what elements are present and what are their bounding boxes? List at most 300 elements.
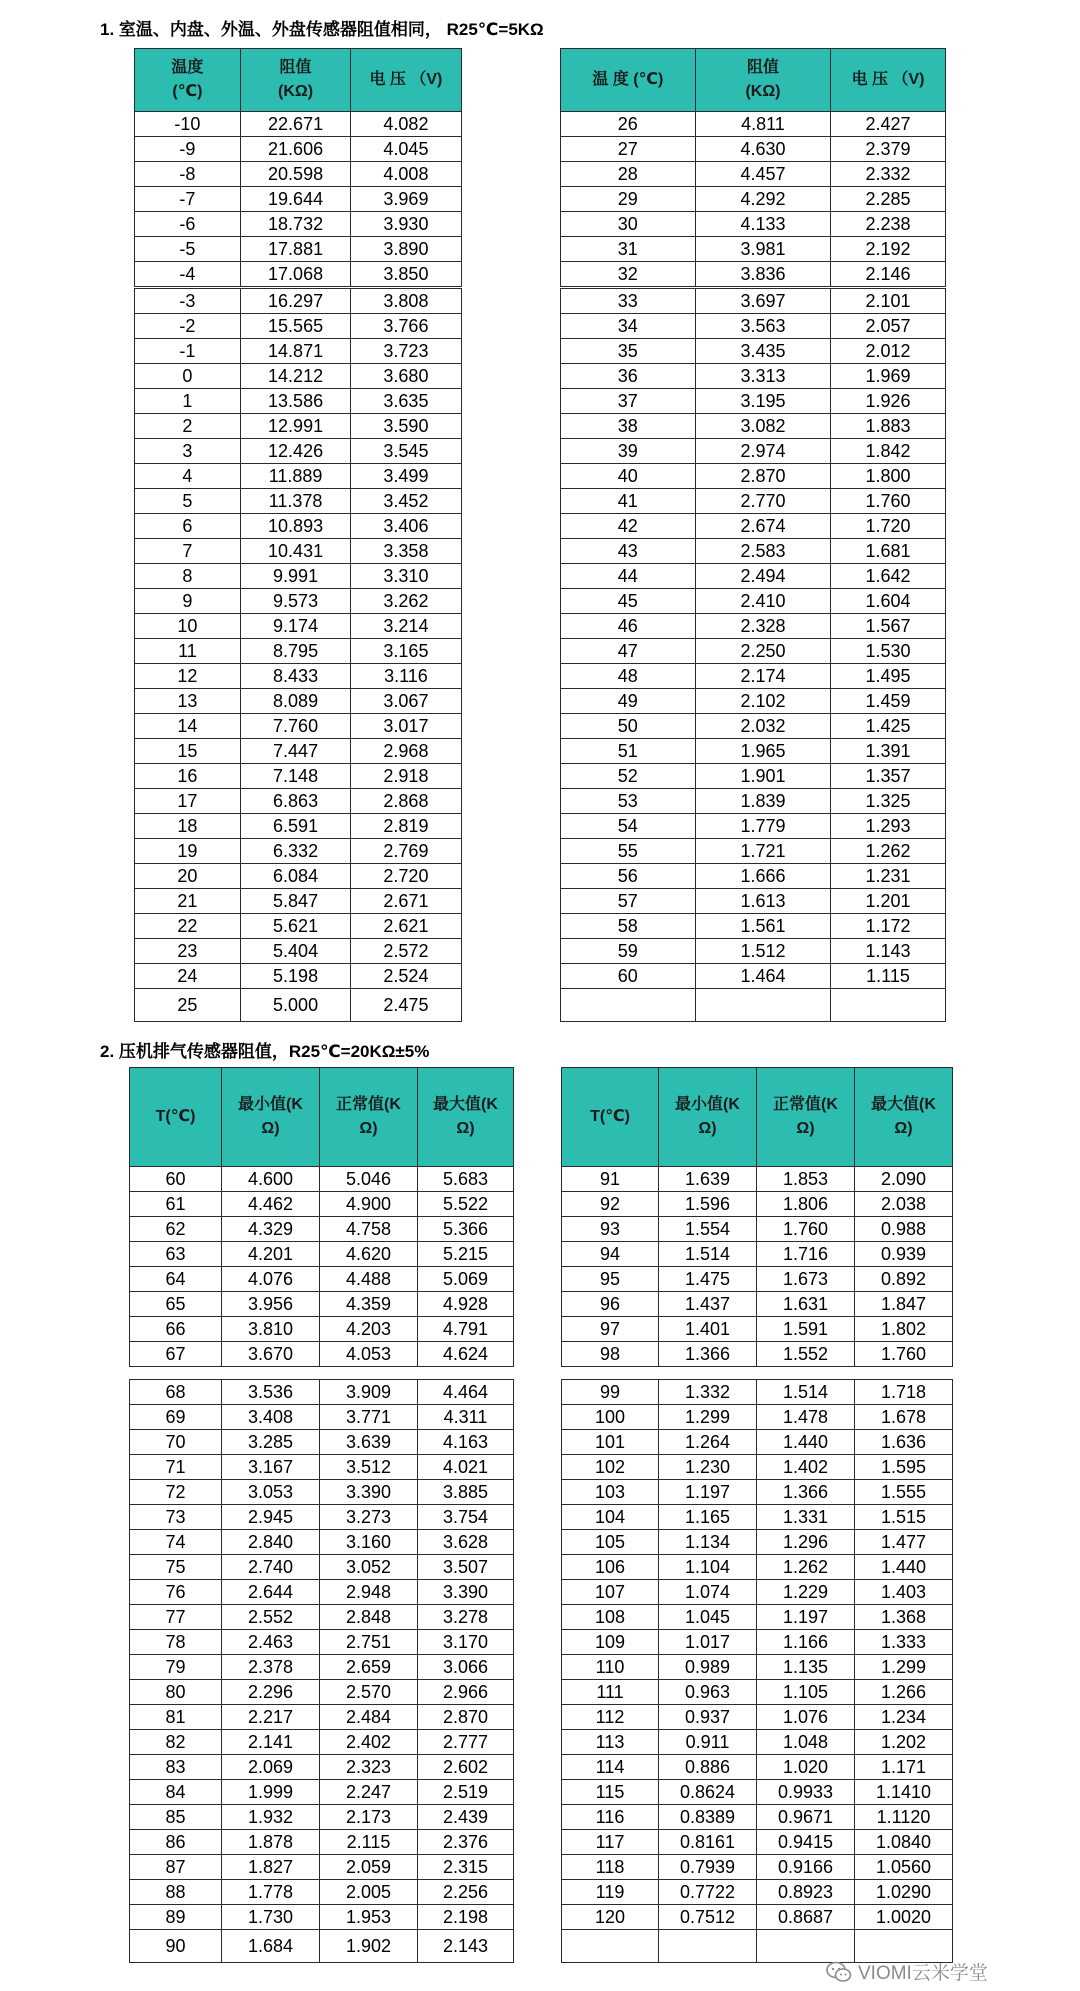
table-cell: 2.174 bbox=[695, 664, 830, 689]
table-cell: 1.666 bbox=[695, 864, 830, 889]
table-cell: 67 bbox=[130, 1342, 222, 1367]
table-cell: 104 bbox=[562, 1505, 659, 1530]
table-row bbox=[135, 564, 946, 589]
table-cell: 2.410 bbox=[695, 589, 830, 614]
table-cell: 12.426 bbox=[240, 439, 350, 464]
table-cell: 93 bbox=[562, 1217, 659, 1242]
table-row bbox=[130, 1630, 953, 1655]
table-cell: 2.005 bbox=[320, 1880, 418, 1905]
table-cell: 1.104 bbox=[659, 1555, 757, 1580]
table-row bbox=[135, 714, 946, 739]
table-row bbox=[130, 1380, 953, 1405]
table-cell: 0.9166 bbox=[757, 1855, 855, 1880]
table-cell: 1.459 bbox=[831, 689, 946, 714]
table-cell: 0.8161 bbox=[659, 1830, 757, 1855]
table-cell: 82 bbox=[130, 1730, 222, 1755]
table-cell: 102 bbox=[562, 1455, 659, 1480]
table-row bbox=[135, 414, 946, 439]
table-cell: 0.7512 bbox=[659, 1905, 757, 1930]
table-cell: 62 bbox=[130, 1217, 222, 1242]
table-cell: 14.212 bbox=[240, 364, 350, 389]
table-cell: 2.974 bbox=[695, 439, 830, 464]
section1-title: 1. 室温、内盘、外温、外盘传感器阻值相同， R25℃=5KΩ bbox=[100, 20, 544, 39]
gap-cell bbox=[461, 639, 560, 664]
table-cell: 3.214 bbox=[351, 614, 461, 639]
table-cell: 22 bbox=[135, 914, 241, 939]
table-cell: 1.262 bbox=[757, 1555, 855, 1580]
table-cell: 1.197 bbox=[757, 1605, 855, 1630]
table-cell: 1.926 bbox=[831, 389, 946, 414]
table-row bbox=[135, 814, 946, 839]
table-cell: 1.554 bbox=[659, 1217, 757, 1242]
table-cell: 40 bbox=[560, 464, 695, 489]
gap-cell bbox=[514, 1780, 562, 1805]
table-cell: 0.9671 bbox=[757, 1805, 855, 1830]
table-cell: 10.893 bbox=[240, 514, 350, 539]
gap-cell bbox=[461, 689, 560, 714]
table-cell: 4.045 bbox=[351, 137, 461, 162]
table-cell: 49 bbox=[560, 689, 695, 714]
table-cell: 1.333 bbox=[855, 1630, 953, 1655]
table-row bbox=[135, 864, 946, 889]
table-row bbox=[130, 1342, 953, 1367]
table-cell: 2.475 bbox=[351, 989, 461, 1022]
table-row bbox=[135, 187, 946, 212]
column-header: T(℃) bbox=[130, 1068, 222, 1167]
table-cell: 1.839 bbox=[695, 789, 830, 814]
table-cell: 3.390 bbox=[418, 1580, 514, 1605]
table-cell: 8.433 bbox=[240, 664, 350, 689]
gap-cell bbox=[461, 162, 560, 187]
table-cell: 34 bbox=[560, 314, 695, 339]
table-cell: 1.760 bbox=[757, 1217, 855, 1242]
table-cell: 47 bbox=[560, 639, 695, 664]
gap-cell bbox=[461, 664, 560, 689]
table-cell: 1.779 bbox=[695, 814, 830, 839]
table-cell: 2.102 bbox=[695, 689, 830, 714]
table-cell: 16 bbox=[135, 764, 241, 789]
table-cell: 5.847 bbox=[240, 889, 350, 914]
gap-cell bbox=[514, 1068, 562, 1167]
table-row bbox=[135, 589, 946, 614]
table-cell: 3.017 bbox=[351, 714, 461, 739]
table-cell: 109 bbox=[562, 1630, 659, 1655]
column-header: 最大值(K Ω) bbox=[418, 1068, 514, 1167]
table-cell: 3.563 bbox=[695, 314, 830, 339]
table-cell: 3.754 bbox=[418, 1505, 514, 1530]
table-cell: 1.853 bbox=[757, 1167, 855, 1192]
gap-cell bbox=[514, 1705, 562, 1730]
gap-cell bbox=[461, 839, 560, 864]
gap-cell bbox=[461, 212, 560, 237]
table-cell: 1.357 bbox=[831, 764, 946, 789]
table-cell: 99 bbox=[562, 1380, 659, 1405]
table-cell: -3 bbox=[135, 289, 241, 314]
table-cell: 87 bbox=[130, 1855, 222, 1880]
table-cell: 114 bbox=[562, 1755, 659, 1780]
table-cell: 0.8624 bbox=[659, 1780, 757, 1805]
table-cell: 105 bbox=[562, 1530, 659, 1555]
table-cell: 1.366 bbox=[659, 1342, 757, 1367]
table-cell: 5.198 bbox=[240, 964, 350, 989]
table-cell: 1.613 bbox=[695, 889, 830, 914]
table-cell: 2.376 bbox=[418, 1830, 514, 1855]
gap-cell bbox=[514, 1580, 562, 1605]
table-cell: 20 bbox=[135, 864, 241, 889]
table-cell: 32 bbox=[560, 262, 695, 287]
table-cell: -7 bbox=[135, 187, 241, 212]
table-cell: 14.871 bbox=[240, 339, 350, 364]
gap-cell bbox=[514, 1755, 562, 1780]
table-cell: 1.595 bbox=[855, 1455, 953, 1480]
table-cell: 3.052 bbox=[320, 1555, 418, 1580]
table-cell: 60 bbox=[560, 964, 695, 989]
gap-cell bbox=[461, 864, 560, 889]
table-cell: 5.069 bbox=[418, 1267, 514, 1292]
table-row bbox=[130, 1455, 953, 1480]
table-row bbox=[135, 339, 946, 364]
table-cell: 66 bbox=[130, 1317, 222, 1342]
gap-cell bbox=[514, 1880, 562, 1905]
table-cell: 1.076 bbox=[757, 1705, 855, 1730]
table-row bbox=[130, 1505, 953, 1530]
table-cell: 2.247 bbox=[320, 1780, 418, 1805]
table-cell: 1.105 bbox=[757, 1680, 855, 1705]
table-cell: 1.716 bbox=[757, 1242, 855, 1267]
table-cell: 1.514 bbox=[757, 1380, 855, 1405]
table-row bbox=[135, 439, 946, 464]
table-cell: 2.848 bbox=[320, 1605, 418, 1630]
table-cell: 1.172 bbox=[831, 914, 946, 939]
table-cell: 1.134 bbox=[659, 1530, 757, 1555]
table-cell: 56 bbox=[560, 864, 695, 889]
table-cell: 3.285 bbox=[222, 1430, 320, 1455]
table-row bbox=[135, 262, 946, 287]
gap-cell bbox=[461, 514, 560, 539]
table-cell: 1.932 bbox=[222, 1805, 320, 1830]
table-cell: 0.886 bbox=[659, 1755, 757, 1780]
table-cell: 6.084 bbox=[240, 864, 350, 889]
table-cell: 1.512 bbox=[695, 939, 830, 964]
table-row bbox=[130, 1317, 953, 1342]
table-cell: 20.598 bbox=[240, 162, 350, 187]
table-cell bbox=[560, 989, 695, 1022]
table-cell: 3 bbox=[135, 439, 241, 464]
table-cell: 4.329 bbox=[222, 1217, 320, 1242]
table-cell: 1.678 bbox=[855, 1405, 953, 1430]
table-cell: 9.573 bbox=[240, 589, 350, 614]
table-row bbox=[135, 289, 946, 314]
table-cell: 94 bbox=[562, 1242, 659, 1267]
table-cell: 4.900 bbox=[320, 1192, 418, 1217]
table-cell: 1.231 bbox=[831, 864, 946, 889]
gap-cell bbox=[461, 187, 560, 212]
table-cell: 6.863 bbox=[240, 789, 350, 814]
table-cell: 18.732 bbox=[240, 212, 350, 237]
table-cell: 2.570 bbox=[320, 1680, 418, 1705]
table-cell: 7.148 bbox=[240, 764, 350, 789]
table-cell: 1.020 bbox=[757, 1755, 855, 1780]
table-cell: 1.115 bbox=[831, 964, 946, 989]
table-cell: 90 bbox=[130, 1930, 222, 1963]
gap-cell bbox=[514, 1342, 562, 1367]
table-cell: 74 bbox=[130, 1530, 222, 1555]
table-cell: 2.332 bbox=[831, 162, 946, 187]
table-cell: 2.296 bbox=[222, 1680, 320, 1705]
table-cell: 53 bbox=[560, 789, 695, 814]
table-row bbox=[130, 1480, 953, 1505]
table-cell: 70 bbox=[130, 1430, 222, 1455]
table-cell: 1.045 bbox=[659, 1605, 757, 1630]
table-cell: 64 bbox=[130, 1267, 222, 1292]
table-cell: 3.165 bbox=[351, 639, 461, 664]
table-cell: 4.630 bbox=[695, 137, 830, 162]
table-cell: 1.800 bbox=[831, 464, 946, 489]
table-cell: 2.572 bbox=[351, 939, 461, 964]
gap-cell bbox=[461, 112, 560, 137]
table-cell: 96 bbox=[562, 1292, 659, 1317]
table-cell: 1.681 bbox=[831, 539, 946, 564]
table-cell: 0.9933 bbox=[757, 1780, 855, 1805]
column-header: 温度 (℃) bbox=[135, 49, 241, 112]
table-cell: 1.425 bbox=[831, 714, 946, 739]
table-cell: 97 bbox=[562, 1317, 659, 1342]
table-cell: 113 bbox=[562, 1730, 659, 1755]
table-cell: 4.457 bbox=[695, 162, 830, 187]
table-row bbox=[130, 1905, 953, 1930]
table-cell: 3.639 bbox=[320, 1430, 418, 1455]
table-cell: 4.758 bbox=[320, 1217, 418, 1242]
table-cell: 103 bbox=[562, 1480, 659, 1505]
table-cell: 3.635 bbox=[351, 389, 461, 414]
table-cell: 91 bbox=[562, 1167, 659, 1192]
table-cell: 4.488 bbox=[320, 1267, 418, 1292]
table-cell: 3.053 bbox=[222, 1480, 320, 1505]
table-cell: 79 bbox=[130, 1655, 222, 1680]
table-cell: -10 bbox=[135, 112, 241, 137]
gap-cell bbox=[461, 464, 560, 489]
table-cell: 2.250 bbox=[695, 639, 830, 664]
table-cell: 6.591 bbox=[240, 814, 350, 839]
table-cell: 2.524 bbox=[351, 964, 461, 989]
table-cell: 2.038 bbox=[855, 1192, 953, 1217]
table-cell: 0.939 bbox=[855, 1242, 953, 1267]
gap-cell bbox=[461, 262, 560, 287]
gap-cell bbox=[514, 1455, 562, 1480]
table-cell: 2.378 bbox=[222, 1655, 320, 1680]
table-cell: 1.401 bbox=[659, 1317, 757, 1342]
table-cell: 1.596 bbox=[659, 1192, 757, 1217]
table-cell: 3.680 bbox=[351, 364, 461, 389]
table-cell: 1.440 bbox=[855, 1555, 953, 1580]
table-cell: 1.299 bbox=[855, 1655, 953, 1680]
gap-cell bbox=[514, 1217, 562, 1242]
column-header: T(℃) bbox=[562, 1068, 659, 1167]
table-cell: 15 bbox=[135, 739, 241, 764]
gap-cell bbox=[514, 1905, 562, 1930]
table-cell bbox=[562, 1930, 659, 1963]
table-cell: 5.046 bbox=[320, 1167, 418, 1192]
table-cell bbox=[695, 989, 830, 1022]
table-cell: 3.435 bbox=[695, 339, 830, 364]
table-cell: 1.368 bbox=[855, 1605, 953, 1630]
table-row bbox=[135, 212, 946, 237]
table-cell: 3.590 bbox=[351, 414, 461, 439]
table-cell: 71 bbox=[130, 1455, 222, 1480]
table-row bbox=[130, 1655, 953, 1680]
table-cell: 1.555 bbox=[855, 1480, 953, 1505]
table-cell: 1.778 bbox=[222, 1880, 320, 1905]
table-row bbox=[135, 664, 946, 689]
table-cell: 22.671 bbox=[240, 112, 350, 137]
gap-cell bbox=[514, 1855, 562, 1880]
table-row bbox=[130, 1855, 953, 1880]
table-cell: 1.552 bbox=[757, 1342, 855, 1367]
table-cell: 1.802 bbox=[855, 1317, 953, 1342]
table-cell: 1.437 bbox=[659, 1292, 757, 1317]
table-cell: 75 bbox=[130, 1555, 222, 1580]
table-cell: 1.391 bbox=[831, 739, 946, 764]
table-cell: 3.066 bbox=[418, 1655, 514, 1680]
column-header: 阻值 (KΩ) bbox=[695, 49, 830, 112]
table-cell: 23 bbox=[135, 939, 241, 964]
table-cell: 43 bbox=[560, 539, 695, 564]
table-cell bbox=[659, 1930, 757, 1963]
table-cell: 1.760 bbox=[831, 489, 946, 514]
table-cell: 1.591 bbox=[757, 1317, 855, 1342]
table-cell: 2.143 bbox=[418, 1930, 514, 1963]
table-cell: 1.477 bbox=[855, 1530, 953, 1555]
table-row bbox=[135, 514, 946, 539]
table-cell: 3.170 bbox=[418, 1630, 514, 1655]
table-row bbox=[130, 1555, 953, 1580]
table-cell: 108 bbox=[562, 1605, 659, 1630]
table-cell: 2.032 bbox=[695, 714, 830, 739]
gap-cell bbox=[514, 1292, 562, 1317]
table-cell: 7 bbox=[135, 539, 241, 564]
table-cell: 11.378 bbox=[240, 489, 350, 514]
table-cell: 45 bbox=[560, 589, 695, 614]
table-cell: 1.229 bbox=[757, 1580, 855, 1605]
table-cell: 12.991 bbox=[240, 414, 350, 439]
table-row bbox=[135, 489, 946, 514]
table-cell: 25 bbox=[135, 989, 241, 1022]
column-header: 温 度 (℃) bbox=[560, 49, 695, 112]
table-row bbox=[135, 889, 946, 914]
table-cell: 51 bbox=[560, 739, 695, 764]
table-cell: 1.514 bbox=[659, 1242, 757, 1267]
gap-cell bbox=[461, 439, 560, 464]
table-cell: 2.840 bbox=[222, 1530, 320, 1555]
table-cell: 1.171 bbox=[855, 1755, 953, 1780]
table-cell: 0 bbox=[135, 364, 241, 389]
table-cell: 36 bbox=[560, 364, 695, 389]
table-cell: 2.315 bbox=[418, 1855, 514, 1880]
table-cell: 81 bbox=[130, 1705, 222, 1730]
table-cell: 69 bbox=[130, 1405, 222, 1430]
table-cell: 1.901 bbox=[695, 764, 830, 789]
table-cell: 2.256 bbox=[418, 1880, 514, 1905]
table-cell: 1.639 bbox=[659, 1167, 757, 1192]
gap-cell bbox=[461, 964, 560, 989]
table-cell: 2.059 bbox=[320, 1855, 418, 1880]
table-cell: 18 bbox=[135, 814, 241, 839]
table-cell: 1.718 bbox=[855, 1380, 953, 1405]
table-cell: 1.953 bbox=[320, 1905, 418, 1930]
gap-cell bbox=[461, 989, 560, 1022]
table-cell: 0.8389 bbox=[659, 1805, 757, 1830]
table-row bbox=[135, 137, 946, 162]
gap-cell bbox=[461, 289, 560, 314]
table-cell: 85 bbox=[130, 1805, 222, 1830]
gap-cell bbox=[461, 764, 560, 789]
table-cell: 116 bbox=[562, 1805, 659, 1830]
table2-part1 bbox=[129, 1067, 953, 1367]
table-cell: 1.883 bbox=[831, 414, 946, 439]
table-cell: 3.969 bbox=[351, 187, 461, 212]
table-cell: 3.082 bbox=[695, 414, 830, 439]
table-cell: 1.561 bbox=[695, 914, 830, 939]
table-cell: 1.331 bbox=[757, 1505, 855, 1530]
table-cell: 5.522 bbox=[418, 1192, 514, 1217]
table-cell: 89 bbox=[130, 1905, 222, 1930]
gap-cell bbox=[461, 137, 560, 162]
gap-cell bbox=[514, 1430, 562, 1455]
table-cell: -4 bbox=[135, 262, 241, 287]
table-cell: 1.266 bbox=[855, 1680, 953, 1705]
table-cell: 1.166 bbox=[757, 1630, 855, 1655]
gap-cell bbox=[514, 1630, 562, 1655]
table-cell: 2.217 bbox=[222, 1705, 320, 1730]
table-cell: 2.012 bbox=[831, 339, 946, 364]
table-cell: 0.7939 bbox=[659, 1855, 757, 1880]
gap-cell bbox=[514, 1655, 562, 1680]
table-cell: 1.475 bbox=[659, 1267, 757, 1292]
table2-part2 bbox=[129, 1379, 953, 1963]
table-cell: 9.991 bbox=[240, 564, 350, 589]
table-cell: 1.264 bbox=[659, 1430, 757, 1455]
column-header: 电 压 （V) bbox=[831, 49, 946, 112]
table-cell: 95 bbox=[562, 1267, 659, 1292]
table-cell: 73 bbox=[130, 1505, 222, 1530]
table-cell: 2.379 bbox=[831, 137, 946, 162]
column-header: 最小值(K Ω) bbox=[222, 1068, 320, 1167]
table-cell: 4.203 bbox=[320, 1317, 418, 1342]
table-cell: 5.000 bbox=[240, 989, 350, 1022]
gap-cell bbox=[514, 1805, 562, 1830]
table-cell: 4.359 bbox=[320, 1292, 418, 1317]
table-cell: 0.988 bbox=[855, 1217, 953, 1242]
table-cell: -9 bbox=[135, 137, 241, 162]
table-cell: 2.945 bbox=[222, 1505, 320, 1530]
table-cell: 3.116 bbox=[351, 664, 461, 689]
table-cell: -8 bbox=[135, 162, 241, 187]
table-cell: 13 bbox=[135, 689, 241, 714]
table-cell: 1.530 bbox=[831, 639, 946, 664]
table-cell: 2.968 bbox=[351, 739, 461, 764]
table-cell: 2.494 bbox=[695, 564, 830, 589]
table-cell: 1.878 bbox=[222, 1830, 320, 1855]
table-cell: 1.464 bbox=[695, 964, 830, 989]
table-row bbox=[135, 689, 946, 714]
table-cell: 2.141 bbox=[222, 1730, 320, 1755]
header-row bbox=[135, 49, 946, 112]
section2-title: 2. 压机排气传感器阻值，R25℃=20KΩ±5% bbox=[100, 1042, 430, 1061]
table-cell: 98 bbox=[562, 1342, 659, 1367]
table-cell: 4.600 bbox=[222, 1167, 320, 1192]
table-cell: 3.195 bbox=[695, 389, 830, 414]
table-cell: 35 bbox=[560, 339, 695, 364]
